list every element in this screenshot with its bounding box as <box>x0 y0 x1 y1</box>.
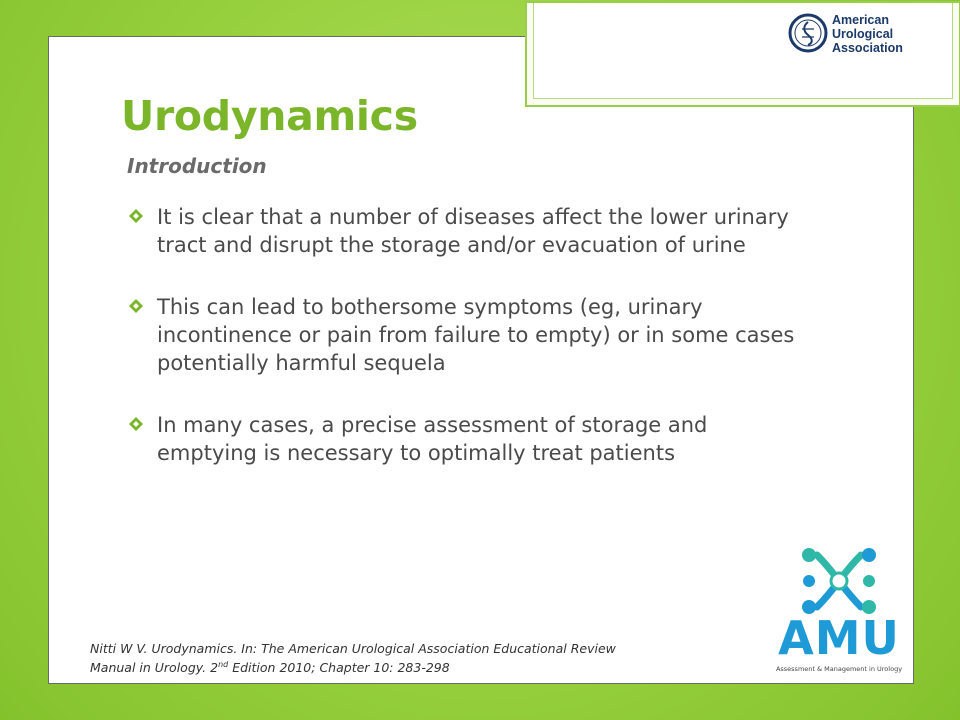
bullet-text: This can lead to bothersome symptoms (eg, urinary incontinence or pain from failure to empty) or in some cases potentially harmful sequela <box>157 295 795 375</box>
bullet-item <box>127 411 717 467</box>
bullet-list <box>127 203 817 467</box>
citation-ordinal: nd <box>218 660 229 669</box>
diamond-bullet-icon <box>129 209 143 223</box>
amu-tagline: Assessment & Management in Urology <box>775 665 903 673</box>
amu-wordmark: AMU <box>778 611 900 665</box>
bullet-text: In many cases, a precise assessment of storage and emptying is necessary to optimally treat patients <box>157 413 708 465</box>
citation-line-2-prefix: Manual in Urology. 2 <box>90 660 219 676</box>
citation-line-2-suffix: Edition 2010; Chapter 10: 283-298 <box>228 660 450 676</box>
citation-line-1: Nitti W V. Urodynamics. In: The American Urological Association Educational Review <box>90 641 616 656</box>
amu-molecule-icon <box>769 545 909 615</box>
aua-wordmark <box>832 13 903 55</box>
aua-logo-panel <box>525 1 960 107</box>
slide-subtitle: Introduction <box>127 154 267 178</box>
bullet-text: It is clear that a number of diseases affect the lower urinary tract and disrupt the storage and/or evacuation of urine <box>157 205 789 257</box>
diamond-bullet-icon <box>129 299 143 313</box>
citation <box>90 641 790 676</box>
aua-logo-panel-inner <box>533 3 953 99</box>
diamond-bullet-icon <box>129 417 143 431</box>
amu-logo <box>769 545 909 677</box>
bullet-item <box>127 293 817 377</box>
aua-line-2: Urological <box>832 27 894 41</box>
slide <box>48 13 914 684</box>
slide-title: Urodynamics <box>121 92 418 140</box>
aua-seal-icon <box>788 13 828 53</box>
bullet-item <box>127 203 817 259</box>
citation-line-2 <box>90 657 790 676</box>
aua-line-3: Association <box>832 41 903 55</box>
aua-line-1: American <box>832 13 889 27</box>
